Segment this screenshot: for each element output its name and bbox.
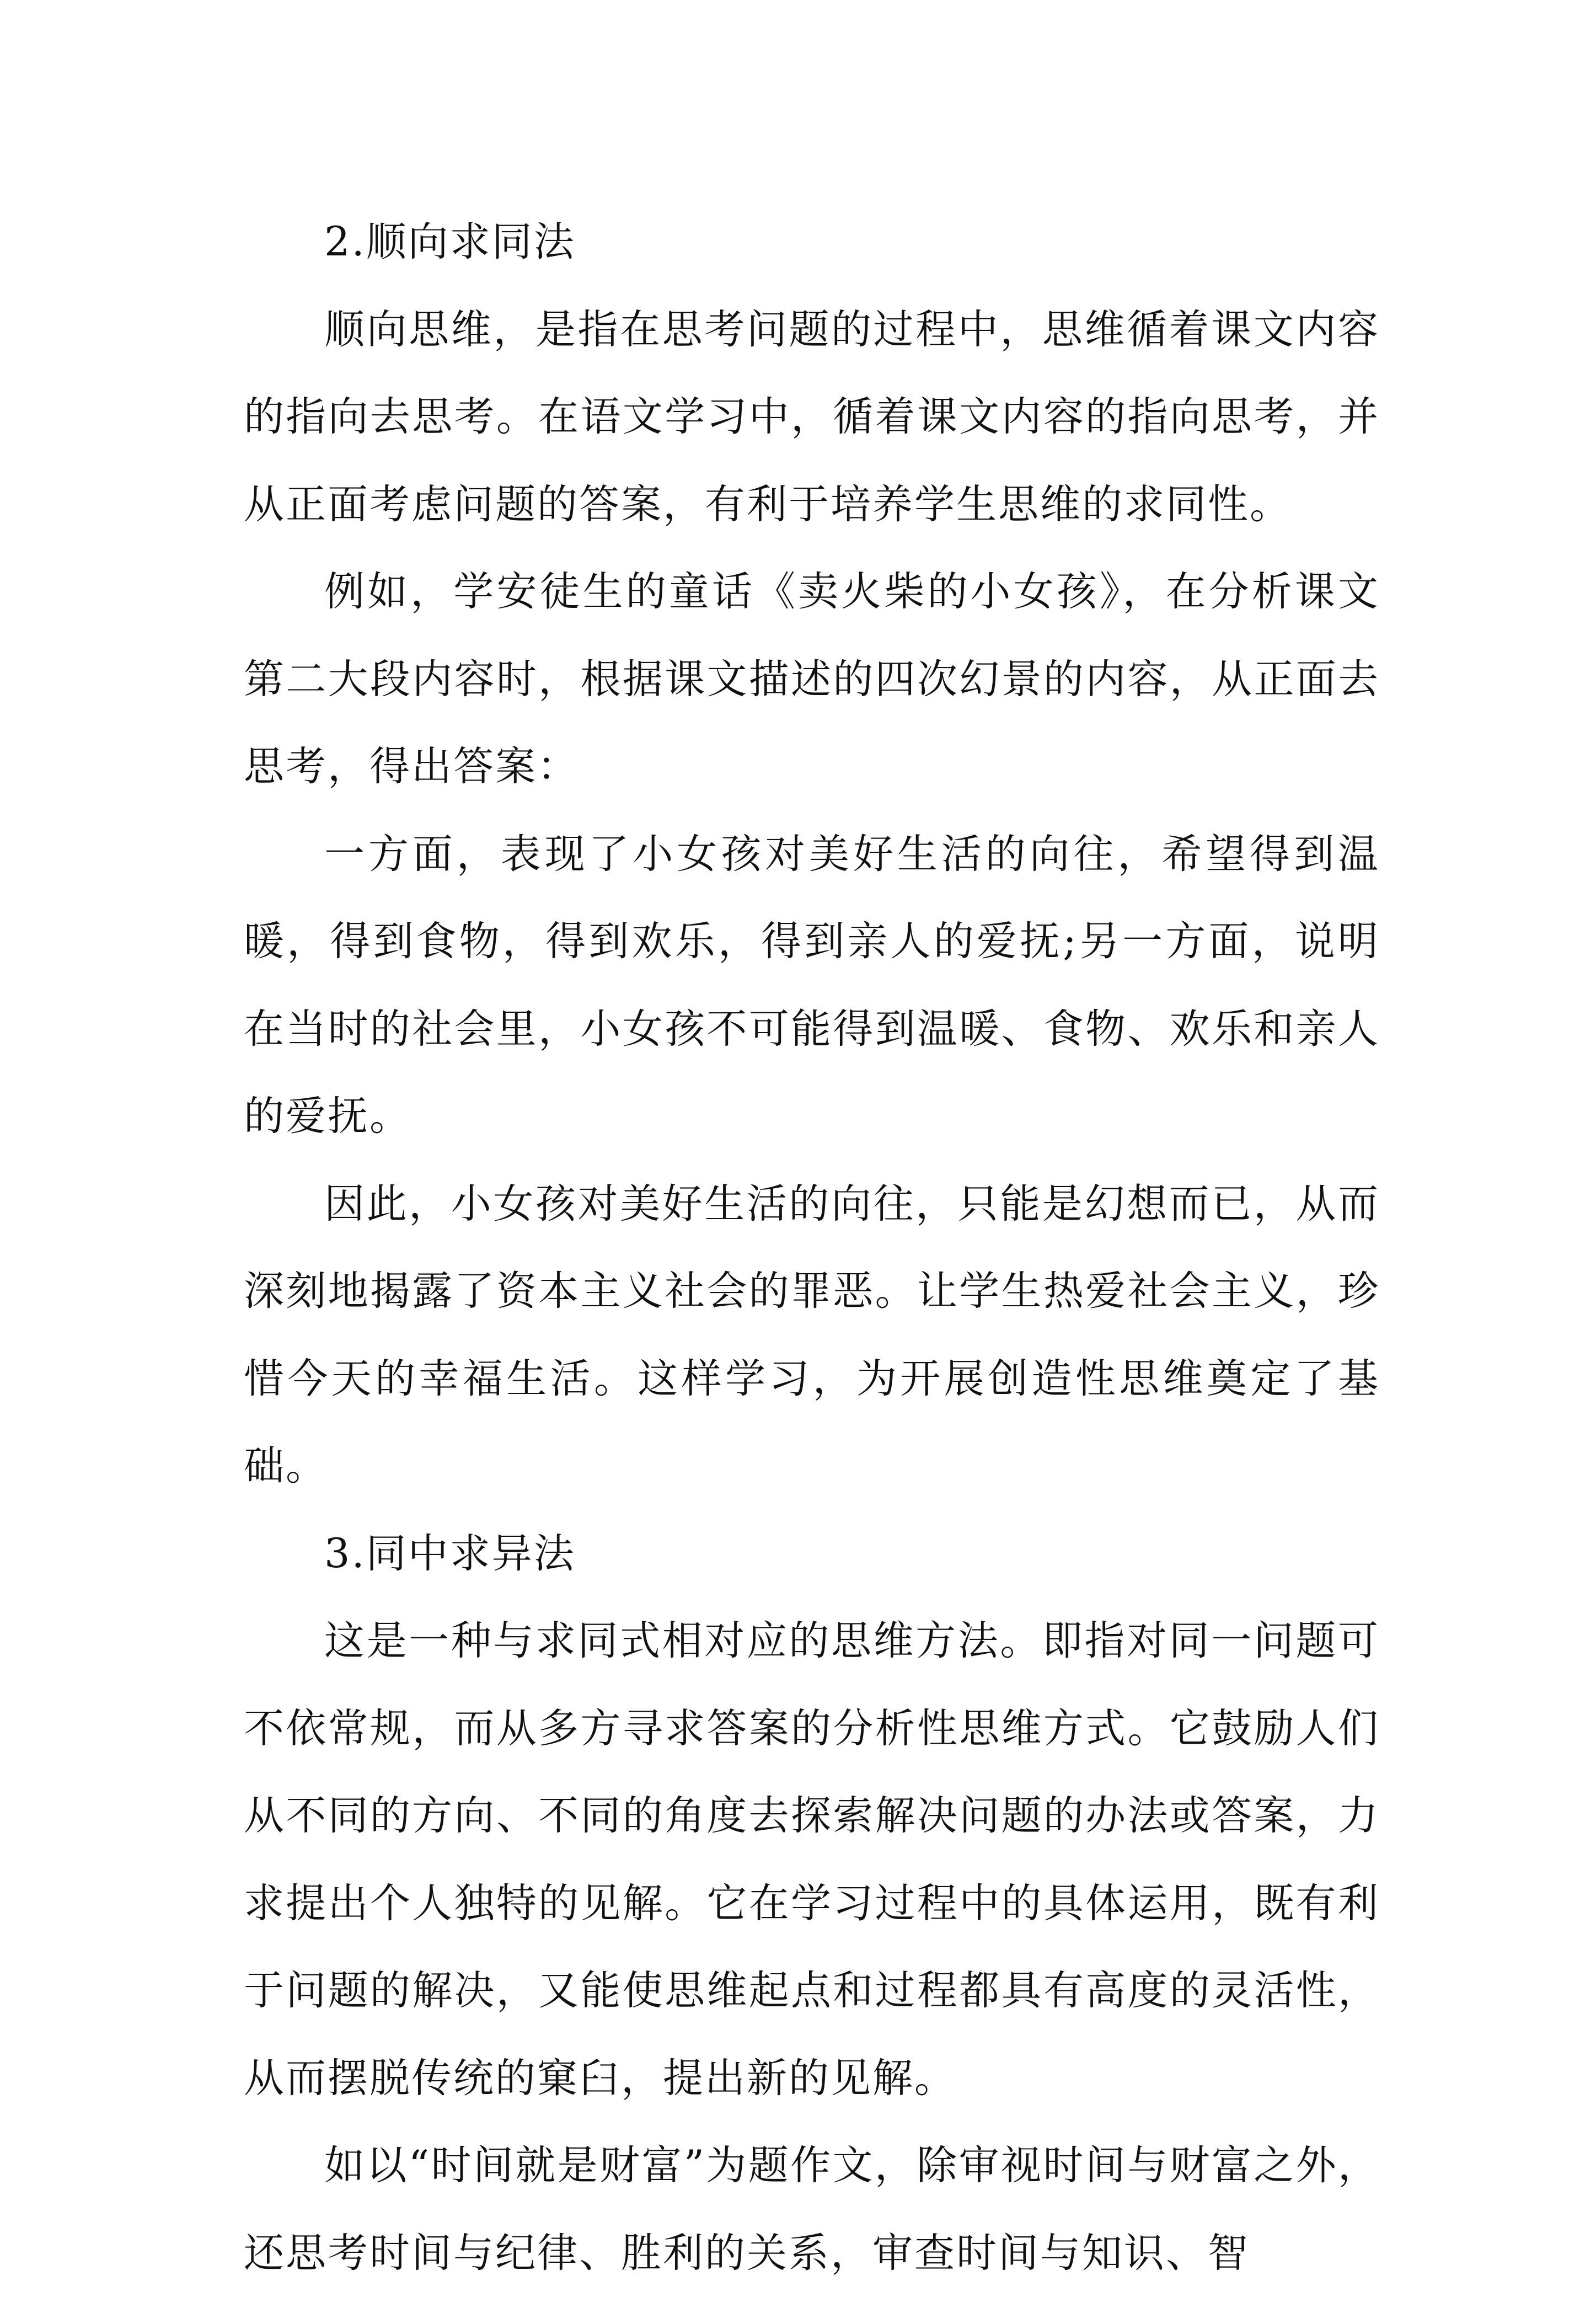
paragraph: 例如，学安徒生的童话《卖火柴的小女孩》，在分析课文第二大段内容时，根据课文描述的四次幻景的内容，从正面去思考，得出答案： [244,568,1380,790]
paragraph: 因此，小女孩对美好生活的向往，只能是幻想而已，从而深刻地揭露了资本主义社会的罪恶。让学生热爱社会主义，珍惜今天的幸福生活。这样学习，为开展创造性思维奠定了基础。 [244,1180,1380,1489]
paragraph: 一方面，表现了小女孩对美好生活的向往，希望得到温暖，得到食物，得到欢乐，得到亲人的爱抚;另一方面，说明在当时的社会里，小女孩不可能得到温暖、食物、欢乐和亲人的爱抚。 [244,830,1380,1140]
paragraph: 这是一种与求同式相对应的思维方法。即指对同一问题可不依常规，而从多方寻求答案的分析性思维方式。它鼓励人们从不同的方向、不同的角度去探索解决问题的办法或答案，力求提出个人独特的见解。它在学习过程中的具体运用，既有利于问题的解决，又能使思维起点和过程都具有高度的灵活性，从而摆脱传统的窠臼，提出新的见解。 [244,1617,1380,2102]
section-heading-3: 3.同中求异法 [324,1530,576,1577]
paragraph: 顺向思维，是指在思考问题的过程中，思维循着课文内容的指向去思考。在语文学习中，循着课文内容的指向思考，并从正面考虑问题的答案，有利于培养学生思维的求同性。 [244,306,1380,528]
paragraph: 如以“时间就是财富”为题作文，除审视时间与财富之外，还思考时间与纪律、胜利的关系，审查时间与知识、智 [244,2142,1380,2277]
section-heading-2: 2.顺向求同法 [324,218,576,265]
document-body [244,199,1380,2297]
